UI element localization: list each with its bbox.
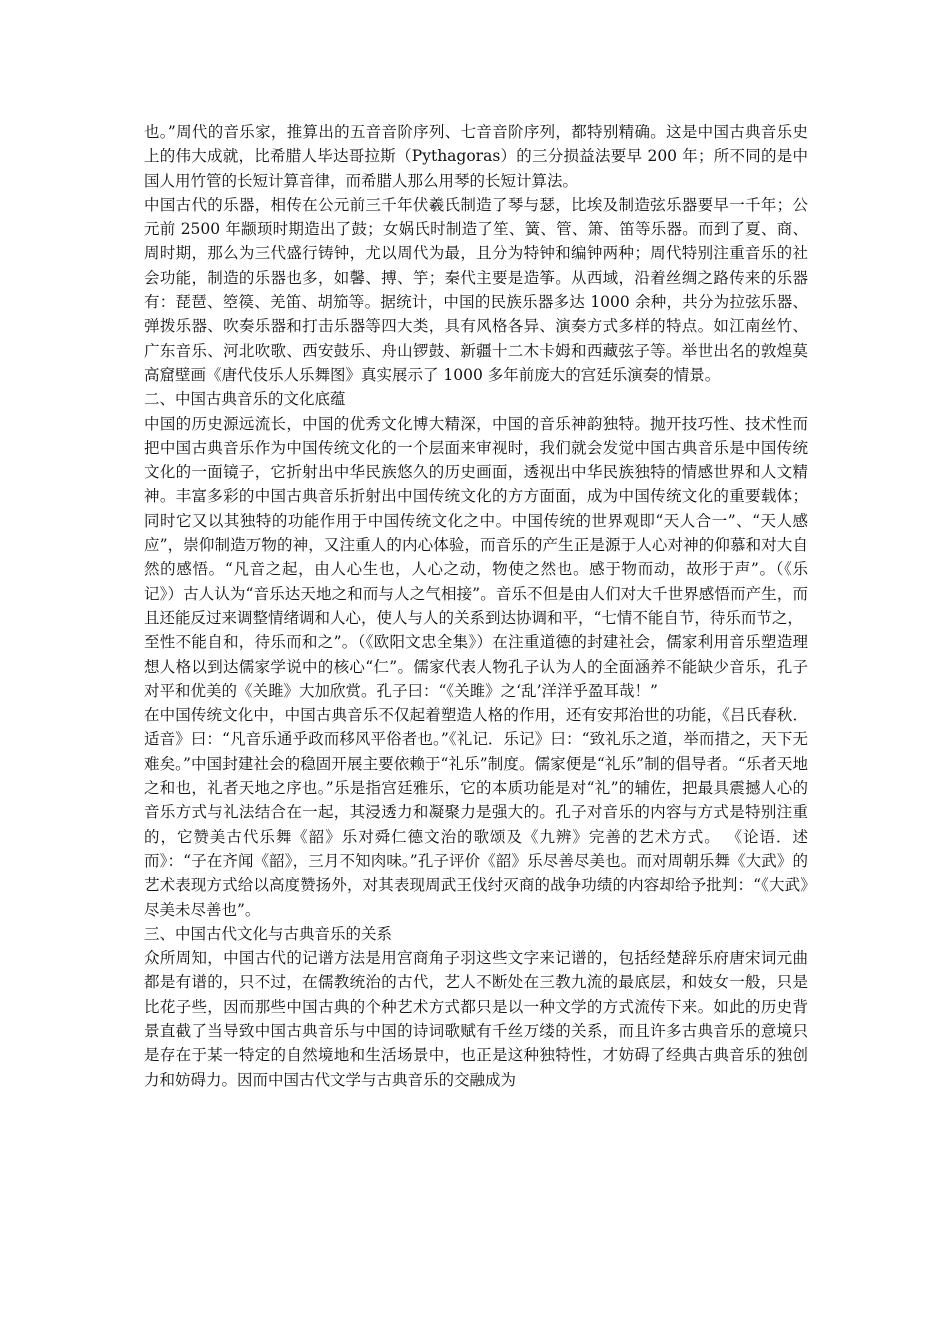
section-heading-culture-and-music: 三、中国古代文化与古典音乐的关系	[144, 924, 393, 943]
paragraph-confucian-music: 至性不能自和，待乐而和之”。（《欧阳文忠全集》）在注重道德的封建社会，儒家利用音乐塑造理想人格以到达儒家学说中的核心“仁”。儒家代表人物孔子认为人的全面涵养不能缺少音乐，孔子对平和优美的《关雎》大加欣赏。孔子曰：“《关雎》之‘乱’洋洋乎盈耳哉！”	[144, 633, 808, 700]
paragraph-ritual-music: 在中国传统文化中，中国古典音乐不仅起着塑造人格的作用，还有安邦治世的功能，《吕氏春秋．适音》曰：“凡音乐通乎政而移风平俗者也。”《礼记．乐记》曰：“致礼乐之道，举而措之，天下无难矣。”中国封建社会的稳固开展主要依赖于“礼乐”制度。儒家便是“礼乐”制的倡导者。“乐者天地之和也，礼者天地之序也。”乐是指宫廷雅乐，它的本质功能是对“礼”的辅佐，把最具震撼人心的音乐方式与礼法结合在一起，其浸透力和凝聚力是强大的。孔子对音乐的内容与方式是特别注重的，它赞美古代乐舞《韶》乐对舜仁德文治的歌颂及《九辨》完善的艺术方式。 《论语．述而》：“子在齐闻《韶》，三月不知肉味。”孔子评价《韶》乐尽善尽美也。而对周朝乐舞《大武》的艺术表现方式给以高度赞扬外，对其表现周武王伐纣灭商的战争功绩的内容却给予批判：“《大武》尽美未尽善也”。	[144, 706, 808, 919]
paragraph-cultural-heritage: 中国的历史源远流长，中国的优秀文化博大精深，中国的音乐神韵独特。抛开技巧性、技术性而把中国古典音乐作为中国传统文化的一个层面来审视时，我们就会发觉中国古典音乐是中国传统文化的一面镜子，它折射出中华民族悠久的历史画面，透视出中华民族独特的情感世界和人文精神。丰富多彩的中国古典音乐折射出中国传统文化的方方面面，成为中国传统文化的重要载体；同时它又以其独特的功能作用于中国传统文化之中。中国传统的世界观即“天人合一”、“天人感应”，崇仰制造万物的神，又注重人的内心体验，而音乐的产生正是源于人心对神的仰慕和对大自然的感悟。“凡音之起，由人心生也，人心之动，物使之然也。感于物而动，故形于声”。（《乐记》）古人认为“音乐达天地之和而与人之气相接”。音乐不但是由人们对大千世界感悟而产生，而且还能反过来调整情绪调和人心，使人与人的关系到达协调和平，“七情不能自节，待乐而节之，	[144, 414, 808, 627]
section-heading-cultural-heritage: 二、中国古典音乐的文化底蕴	[144, 390, 346, 409]
paragraph-notation: 众所周知，中国古代的记谱方法是用宫商角子羽这些文字来记谱的，包括经楚辞乐府唐宋词元曲都是有谱的，只不过，在儒教统治的古代，艺人不断处在三教九流的最底层，和妓女一般，只是比花子些，因而那些中国古典的个种艺术方式都只是以一种文学的方式流传下来。如此的历史背景直截了当导致中国古典音乐与中国的诗词歌赋有千丝万缕的关系，而且许多古典音乐的意境只是存在于某一特定的自然境地和生活场景中，也正是这种独特性，才妨碍了经典古典音乐的独创力和妨碍力。因而中国古代文学与古典音乐的交融成为	[144, 949, 808, 1089]
document-page	[144, 120, 808, 1092]
paragraph-pitch-calculation: 也。”周代的音乐家，推算出的五音音阶序列、七音音阶序列，都特别精确。这是中国古典音乐史上的伟大成就，比希腊人毕达哥拉斯（Pythagoras）的三分损益法要早 200 年；所不同的是中国人用竹管的长短计算音律，而希腊人那么用琴的长短计算法。	[144, 123, 808, 190]
paragraph-ancient-instruments: 中国古代的乐器，相传在公元前三千年伏羲氏制造了琴与瑟，比埃及制造弦乐器要早一千年；公元前 2500 年颛顼时期造出了鼓；女娲氏时制造了笙、簧、管、箫、笛等乐器。而到了夏、商、周时期，那么为三代盛行铸钟，尤以周代为最，且分为特钟和编钟两种；周代特别注重音乐的社会功能，制造的乐器也多，如馨、搏、竽；秦代主要是造筝。从西域，沿着丝绸之路传来的乐器有：琵琶、箜篌、羌笛、胡笳等。据统计，中国的民族乐器多达 1000 余种，共分为拉弦乐器、弹拨乐器、吹奏乐器和打击乐器等四大类，具有风格各异、演奏方式多样的特点。如江南丝竹、广东音乐、河北吹歌、西安鼓乐、舟山锣鼓、新疆十二木卡姆和西藏弦子等。举世出名的敦煌莫高窟壁画《唐代伎乐人乐舞图》真实展示了 1000 多年前庞大的宫廷乐演奏的情景。	[144, 195, 808, 384]
